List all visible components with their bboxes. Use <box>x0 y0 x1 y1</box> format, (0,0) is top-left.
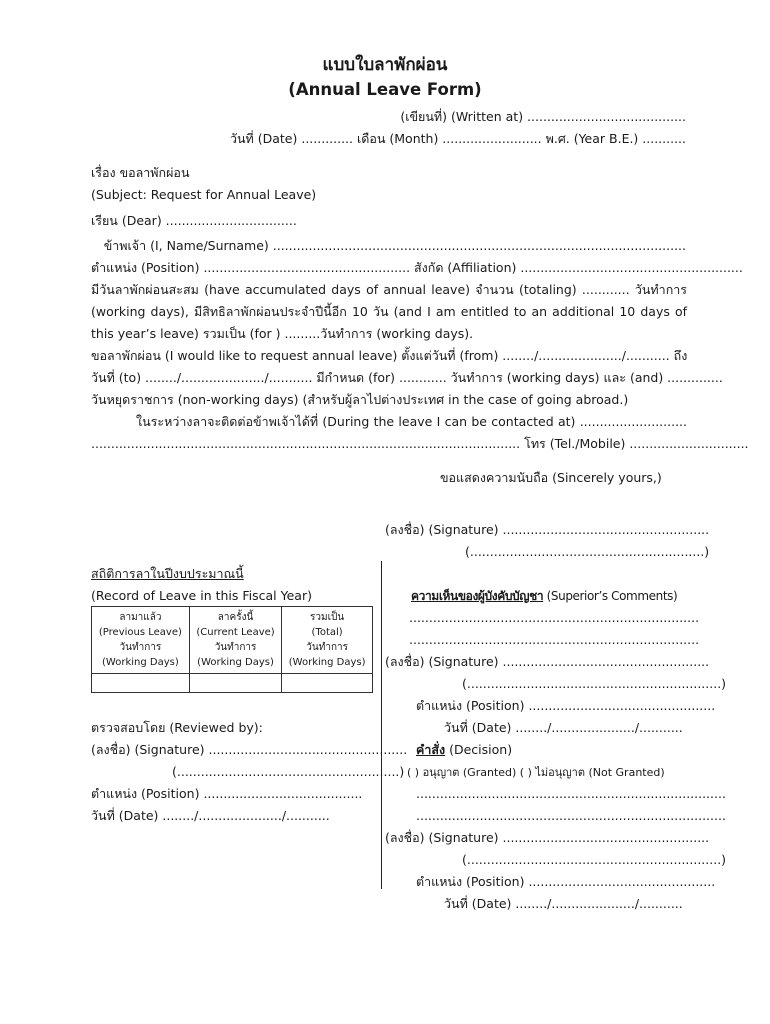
leave-request-line-1[interactable]: ขอลาพักผ่อน (I would like to request annual leave) ตั้งแต่วันที่ (from) ......../...................../........... ถึง <box>91 348 688 363</box>
record-title-thai: สถิติการลาในปีงบประมาณนี้ <box>91 566 244 581</box>
position-affiliation-field[interactable]: ตำแหน่ง (Position) .................................................... สังกัด (Affiliation) ........................................................ <box>91 260 743 275</box>
decision-date-field[interactable]: วันที่ (Date) ......../...................../........... <box>444 896 683 911</box>
decision-title-thai: คำสั่ง <box>416 742 446 757</box>
accumulated-leave-line-2: (working days), มีสิทธิลาพักผ่อนประจำปีนี้อีก 10 วัน (and I am entitled to an additional 10 days of <box>91 304 687 319</box>
accumulated-leave-line-1[interactable]: มีวันลาพักผ่อนสะสม (have accumulated days of annual leave) จำนวน (totaling) ............ วันทำการ <box>91 282 687 297</box>
superior-date-field[interactable]: วันที่ (Date) ......../...................../........... <box>444 720 683 735</box>
leave-request-line-3: วันหยุดราชการ (non-working days) (สำหรับผู้ลาไปต่างประเทศ in the case of going abroad.) <box>91 392 629 407</box>
superior-name-field[interactable]: (................................................................) <box>462 676 727 691</box>
reviewer-signature-field[interactable]: (ลงชื่อ) (Signature) .................................................. <box>91 742 408 757</box>
superior-comments-heading <box>411 588 677 604</box>
subject-thai: เรื่อง ขอลาพักผ่อน <box>91 165 190 180</box>
applicant-name-field[interactable]: (...........................................................) <box>465 544 710 559</box>
leave-request-line-2[interactable]: วันที่ (to) ......../...................../........... มีกำหนด (for) ............ วันทำการ (working days) และ (and) .............. <box>91 370 723 385</box>
accumulated-leave-line-3[interactable]: this year’s leave) รวมเป็น (for ) .........วันทำการ (working days). <box>91 326 474 341</box>
reviewed-by-label: ตรวจสอบโดย (Reviewed by): <box>91 720 263 735</box>
superior-comment-line-2[interactable]: ......................................................................... <box>409 632 700 647</box>
written-at-field[interactable]: (เขียนที่) (Written at) ........................................ <box>400 109 686 124</box>
leave-record-table <box>91 606 373 693</box>
superior-signature-field[interactable]: (ลงชื่อ) (Signature) .................................................... <box>385 654 710 669</box>
reviewer-date-field[interactable]: วันที่ (Date) ......../...................../........... <box>91 808 330 823</box>
contact-line-2[interactable]: ............................................................................................................ โทร (Tel./Mobile) .............................. <box>91 436 749 451</box>
previous-leave-header: ลามาแล้ว (Previous Leave) วันทำการ (Working Days) <box>92 607 190 674</box>
decision-note-line-2[interactable]: .............................................................................. <box>416 808 726 823</box>
name-field[interactable]: ข้าพเจ้า (I, Name/Surname) ........................................................................................................ <box>103 238 686 253</box>
contact-line-1[interactable]: ในระหว่างลาจะติดต่อข้าพเจ้าได้ที่ (During the leave I can be contacted at) ........................... <box>136 414 687 429</box>
leave-record-value-row <box>92 674 373 693</box>
superior-comment-line-1[interactable]: ......................................................................... <box>409 610 700 625</box>
superior-comments-title-english: (Superior’s Comments) <box>546 589 678 603</box>
applicant-signature-field[interactable]: (ลงชื่อ) (Signature) .................................................... <box>385 522 710 537</box>
date-field[interactable]: วันที่ (Date) ............. เดือน (Month) ......................... พ.ศ. (Year B.E.) ........... <box>229 131 686 146</box>
subject-english: (Subject: Request for Annual Leave) <box>91 187 317 202</box>
reviewer-name-field[interactable]: (........................................................) <box>172 764 405 779</box>
sincerely-closing: ขอแสดงความนับถือ (Sincerely yours,) <box>440 470 662 485</box>
total-leave-header: รวมเป็น (Total) วันทำการ (Working Days) <box>282 607 373 674</box>
current-leave-header: ลาครั้งนี้ (Current Leave) วันทำการ (Working Days) <box>189 607 281 674</box>
previous-leave-value[interactable] <box>92 674 190 693</box>
decision-name-field[interactable]: (................................................................) <box>462 852 727 867</box>
current-leave-value[interactable] <box>189 674 281 693</box>
leave-record-header-row <box>92 607 373 674</box>
reviewer-position-field[interactable]: ตำแหน่ง (Position) ........................................ <box>91 786 363 801</box>
dear-field[interactable]: เรียน (Dear) ................................. <box>91 213 297 228</box>
total-leave-value[interactable] <box>282 674 373 693</box>
decision-options[interactable]: ( ) อนุญาต (Granted) ( ) ไม่อนุญาต (Not Granted) <box>407 766 665 779</box>
decision-title-english: (Decision) <box>449 742 513 757</box>
record-title-english: (Record of Leave in this Fiscal Year) <box>91 588 312 603</box>
superior-comments-title-thai: ความเห็นของผู้บังคับบัญชา <box>411 589 544 603</box>
form-title-thai: แบบใบลาพักผ่อน <box>322 55 448 75</box>
superior-position-field[interactable]: ตำแหน่ง (Position) ............................................... <box>416 698 716 713</box>
decision-position-field[interactable]: ตำแหน่ง (Position) ............................................... <box>416 874 716 889</box>
form-title-english: (Annual Leave Form) <box>288 80 482 99</box>
decision-note-line-1[interactable]: .............................................................................. <box>416 786 726 801</box>
decision-signature-field[interactable]: (ลงชื่อ) (Signature) .................................................... <box>385 830 710 845</box>
column-divider <box>381 561 382 889</box>
decision-heading <box>416 742 512 758</box>
